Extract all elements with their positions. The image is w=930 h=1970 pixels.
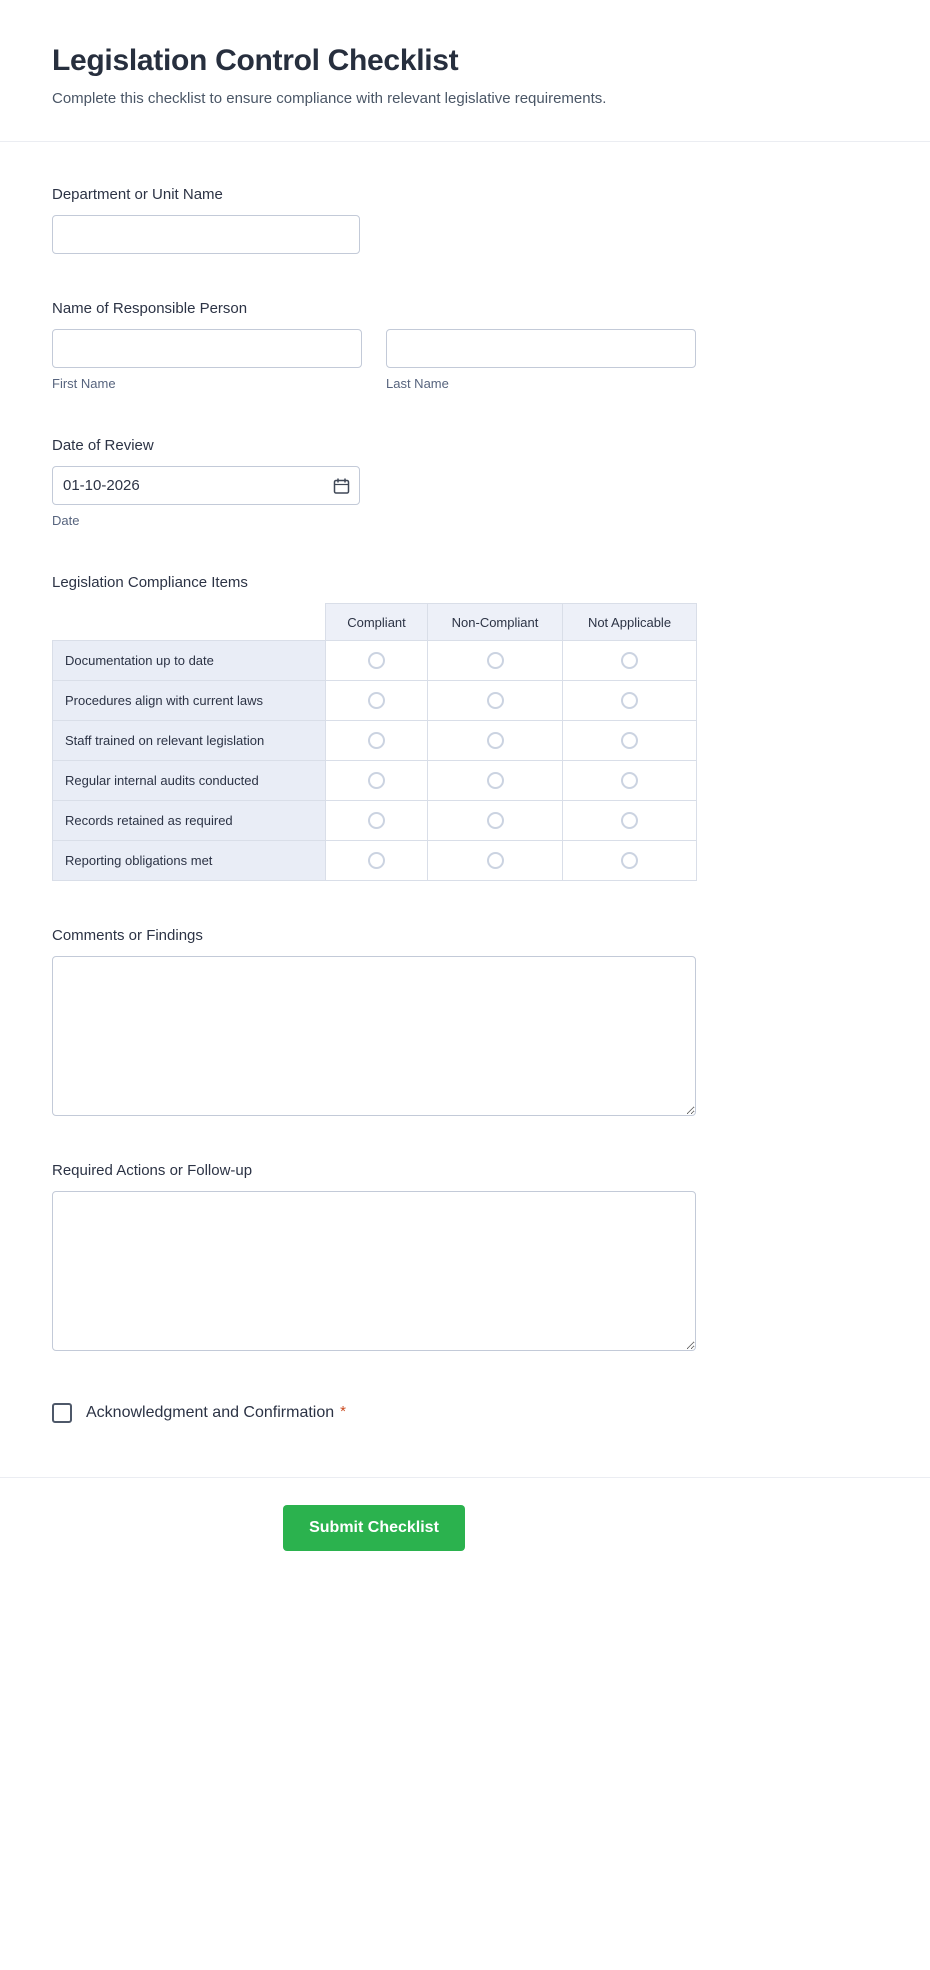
radio-button[interactable]	[368, 852, 385, 869]
form-header	[0, 0, 930, 141]
form-footer	[0, 1478, 748, 1551]
acknowledgment-label[interactable]: Acknowledgment and Confirmation	[86, 1404, 335, 1421]
radio-cell	[563, 801, 697, 841]
last-name-input[interactable]	[386, 329, 696, 368]
required-actions-label: Required Actions or Follow-up	[52, 1162, 253, 1179]
radio-button[interactable]	[368, 812, 385, 829]
radio-cell	[563, 841, 697, 881]
table-row	[53, 761, 697, 801]
radio-cell	[326, 641, 428, 681]
row-label: Reporting obligations met	[53, 841, 326, 881]
date-label: Date of Review	[52, 437, 154, 454]
radio-button[interactable]	[368, 692, 385, 709]
table-row	[53, 721, 697, 761]
column-header-not-applicable: Not Applicable	[563, 604, 697, 641]
form-title: Legislation Control Checklist	[52, 44, 459, 77]
department-label: Department or Unit Name	[52, 186, 223, 203]
table-row	[53, 641, 697, 681]
radio-button[interactable]	[487, 732, 504, 749]
comments-label: Comments or Findings	[52, 927, 203, 944]
header-divider	[0, 141, 930, 142]
row-label: Records retained as required	[53, 801, 326, 841]
radio-button[interactable]	[487, 652, 504, 669]
table-row	[53, 801, 697, 841]
radio-button[interactable]	[621, 652, 638, 669]
field-required-actions	[52, 1162, 748, 1351]
row-label: Staff trained on relevant legislation	[53, 721, 326, 761]
radio-cell	[428, 801, 563, 841]
department-input[interactable]	[52, 215, 360, 254]
field-comments	[52, 927, 748, 1116]
acknowledgment-checkbox[interactable]	[52, 1403, 72, 1423]
name-row	[52, 329, 748, 391]
radio-button[interactable]	[621, 692, 638, 709]
table-header-row	[53, 604, 697, 641]
first-name-col	[52, 329, 362, 391]
date-sublabel: Date	[52, 513, 80, 528]
radio-cell	[428, 681, 563, 721]
last-name-sublabel: Last Name	[386, 376, 449, 391]
date-input-wrap	[52, 466, 360, 505]
first-name-sublabel: First Name	[52, 376, 116, 391]
calendar-icon[interactable]	[333, 477, 350, 494]
radio-button[interactable]	[368, 652, 385, 669]
form-subtitle: Complete this checklist to ensure compliance with relevant legislative requirements.	[52, 90, 607, 107]
row-label: Procedures align with current laws	[53, 681, 326, 721]
acknowledgment-field[interactable]	[52, 1403, 748, 1423]
row-label: Documentation up to date	[53, 641, 326, 681]
radio-cell	[428, 641, 563, 681]
field-department	[52, 186, 748, 254]
first-name-input[interactable]	[52, 329, 362, 368]
radio-cell	[428, 721, 563, 761]
table-corner-cell	[53, 604, 326, 641]
submit-button[interactable]: Submit Checklist	[283, 1505, 465, 1551]
radio-cell	[428, 761, 563, 801]
comments-textarea[interactable]	[52, 956, 696, 1116]
radio-cell	[326, 801, 428, 841]
table-row	[53, 841, 697, 881]
radio-button[interactable]	[621, 852, 638, 869]
last-name-col	[386, 329, 696, 391]
column-header-non-compliant: Non-Compliant	[428, 604, 563, 641]
required-marker: *	[340, 1402, 346, 1420]
radio-cell	[563, 641, 697, 681]
radio-button[interactable]	[487, 812, 504, 829]
radio-button[interactable]	[487, 852, 504, 869]
radio-button[interactable]	[487, 692, 504, 709]
field-compliance-items	[52, 574, 748, 881]
field-responsible-person	[52, 300, 748, 391]
radio-cell	[563, 721, 697, 761]
required-actions-textarea[interactable]	[52, 1191, 696, 1351]
radio-cell	[428, 841, 563, 881]
radio-cell	[326, 721, 428, 761]
radio-cell	[563, 761, 697, 801]
compliance-label: Legislation Compliance Items	[52, 574, 248, 591]
radio-cell	[563, 681, 697, 721]
radio-button[interactable]	[621, 732, 638, 749]
radio-button[interactable]	[487, 772, 504, 789]
table-row	[53, 681, 697, 721]
radio-button[interactable]	[621, 772, 638, 789]
radio-button[interactable]	[368, 732, 385, 749]
form-body	[0, 186, 748, 1423]
compliance-table	[52, 603, 697, 881]
radio-cell	[326, 761, 428, 801]
field-date-of-review	[52, 437, 748, 528]
radio-button[interactable]	[368, 772, 385, 789]
radio-button[interactable]	[621, 812, 638, 829]
date-input[interactable]	[52, 466, 360, 505]
radio-cell	[326, 841, 428, 881]
row-label: Regular internal audits conducted	[53, 761, 326, 801]
responsible-person-label: Name of Responsible Person	[52, 300, 248, 317]
radio-cell	[326, 681, 428, 721]
column-header-compliant: Compliant	[326, 604, 428, 641]
